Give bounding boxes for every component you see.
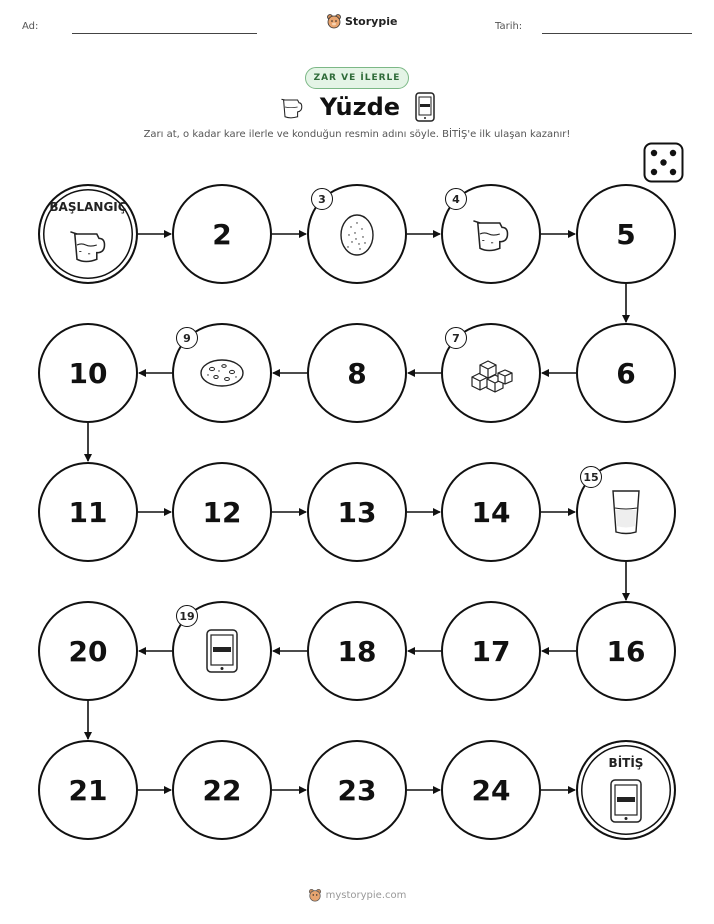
footer [308, 888, 407, 902]
cell-number: 16 [606, 634, 646, 668]
cell-number: 14 [471, 495, 511, 529]
cell-number-badge: 4 [445, 188, 467, 210]
board-cell-4 [441, 184, 541, 284]
egg-icon [337, 211, 377, 257]
cell-number: 13 [337, 495, 377, 529]
cell-number: 24 [471, 773, 511, 807]
brand-name: Storypie [345, 14, 398, 28]
cell-number: 11 [68, 495, 108, 529]
glass-of-water-icon [610, 488, 642, 536]
board-cell-13 [307, 462, 407, 562]
cell-number: 18 [337, 634, 377, 668]
board-cell-23 [307, 740, 407, 840]
board-cell-8 [307, 323, 407, 423]
date-label: Tarih: [495, 21, 523, 32]
cell-number: 20 [68, 634, 108, 668]
cell-number-badge: 9 [176, 327, 198, 349]
tablet-icon [609, 778, 643, 824]
board-cell-22 [172, 740, 272, 840]
game-type-tag: ZAR VE İLERLE [305, 67, 410, 89]
cell-number: 5 [616, 217, 636, 251]
board-cell-3 [307, 184, 407, 284]
board-cell-9 [172, 323, 272, 423]
start-label: BAŞLANGIÇ [49, 200, 127, 214]
cell-number: 23 [337, 773, 377, 807]
tablet-icon [205, 628, 239, 674]
board-cell-16 [576, 601, 676, 701]
board-cell-12 [172, 462, 272, 562]
cell-number: 8 [347, 356, 367, 390]
cell-number-badge: 15 [580, 466, 602, 488]
board-cell-15 [576, 462, 676, 562]
name-label: Ad: [22, 21, 39, 32]
sugar-cubes-icon [468, 353, 514, 393]
cell-number: 21 [68, 773, 108, 807]
pitcher-icon [469, 212, 513, 256]
board-cell-24 [441, 740, 541, 840]
cell-number-badge: 3 [311, 188, 333, 210]
cell-number: 17 [471, 634, 511, 668]
board-cell-14 [441, 462, 541, 562]
bear-icon [308, 888, 322, 902]
instructions: Zarı at, o kadar kare ilerle ve konduğun resmin adını söyle. BİTİŞ'e ilk ulaşan kazanır! [143, 129, 571, 140]
cell-number: 2 [212, 217, 232, 251]
board-cell-2 [172, 184, 272, 284]
cell-number-badge: 7 [445, 327, 467, 349]
board-cell-17 [441, 601, 541, 701]
finish-label: BİTİŞ [608, 756, 644, 770]
board-cell-20 [38, 601, 138, 701]
pitcher-icon [66, 223, 110, 267]
board-cell-7 [441, 323, 541, 423]
cell-number: 12 [202, 495, 242, 529]
cell-number: 6 [616, 356, 636, 390]
board-cell-10 [38, 323, 138, 423]
cell-number: 10 [68, 356, 108, 390]
page-title: Yüzde [319, 93, 401, 121]
board-cell-19 [172, 601, 272, 701]
finish-cell [576, 740, 676, 840]
start-cell [38, 184, 138, 284]
cell-number: 22 [202, 773, 242, 807]
footer-url[interactable]: mystorypie.com [325, 889, 407, 901]
board-cell-5 [576, 184, 676, 284]
cookie-icon [198, 356, 246, 390]
board-cell-6 [576, 323, 676, 423]
board-cell-18 [307, 601, 407, 701]
board-cell-21 [38, 740, 138, 840]
cell-number-badge: 19 [176, 605, 198, 627]
board-cell-11 [38, 462, 138, 562]
